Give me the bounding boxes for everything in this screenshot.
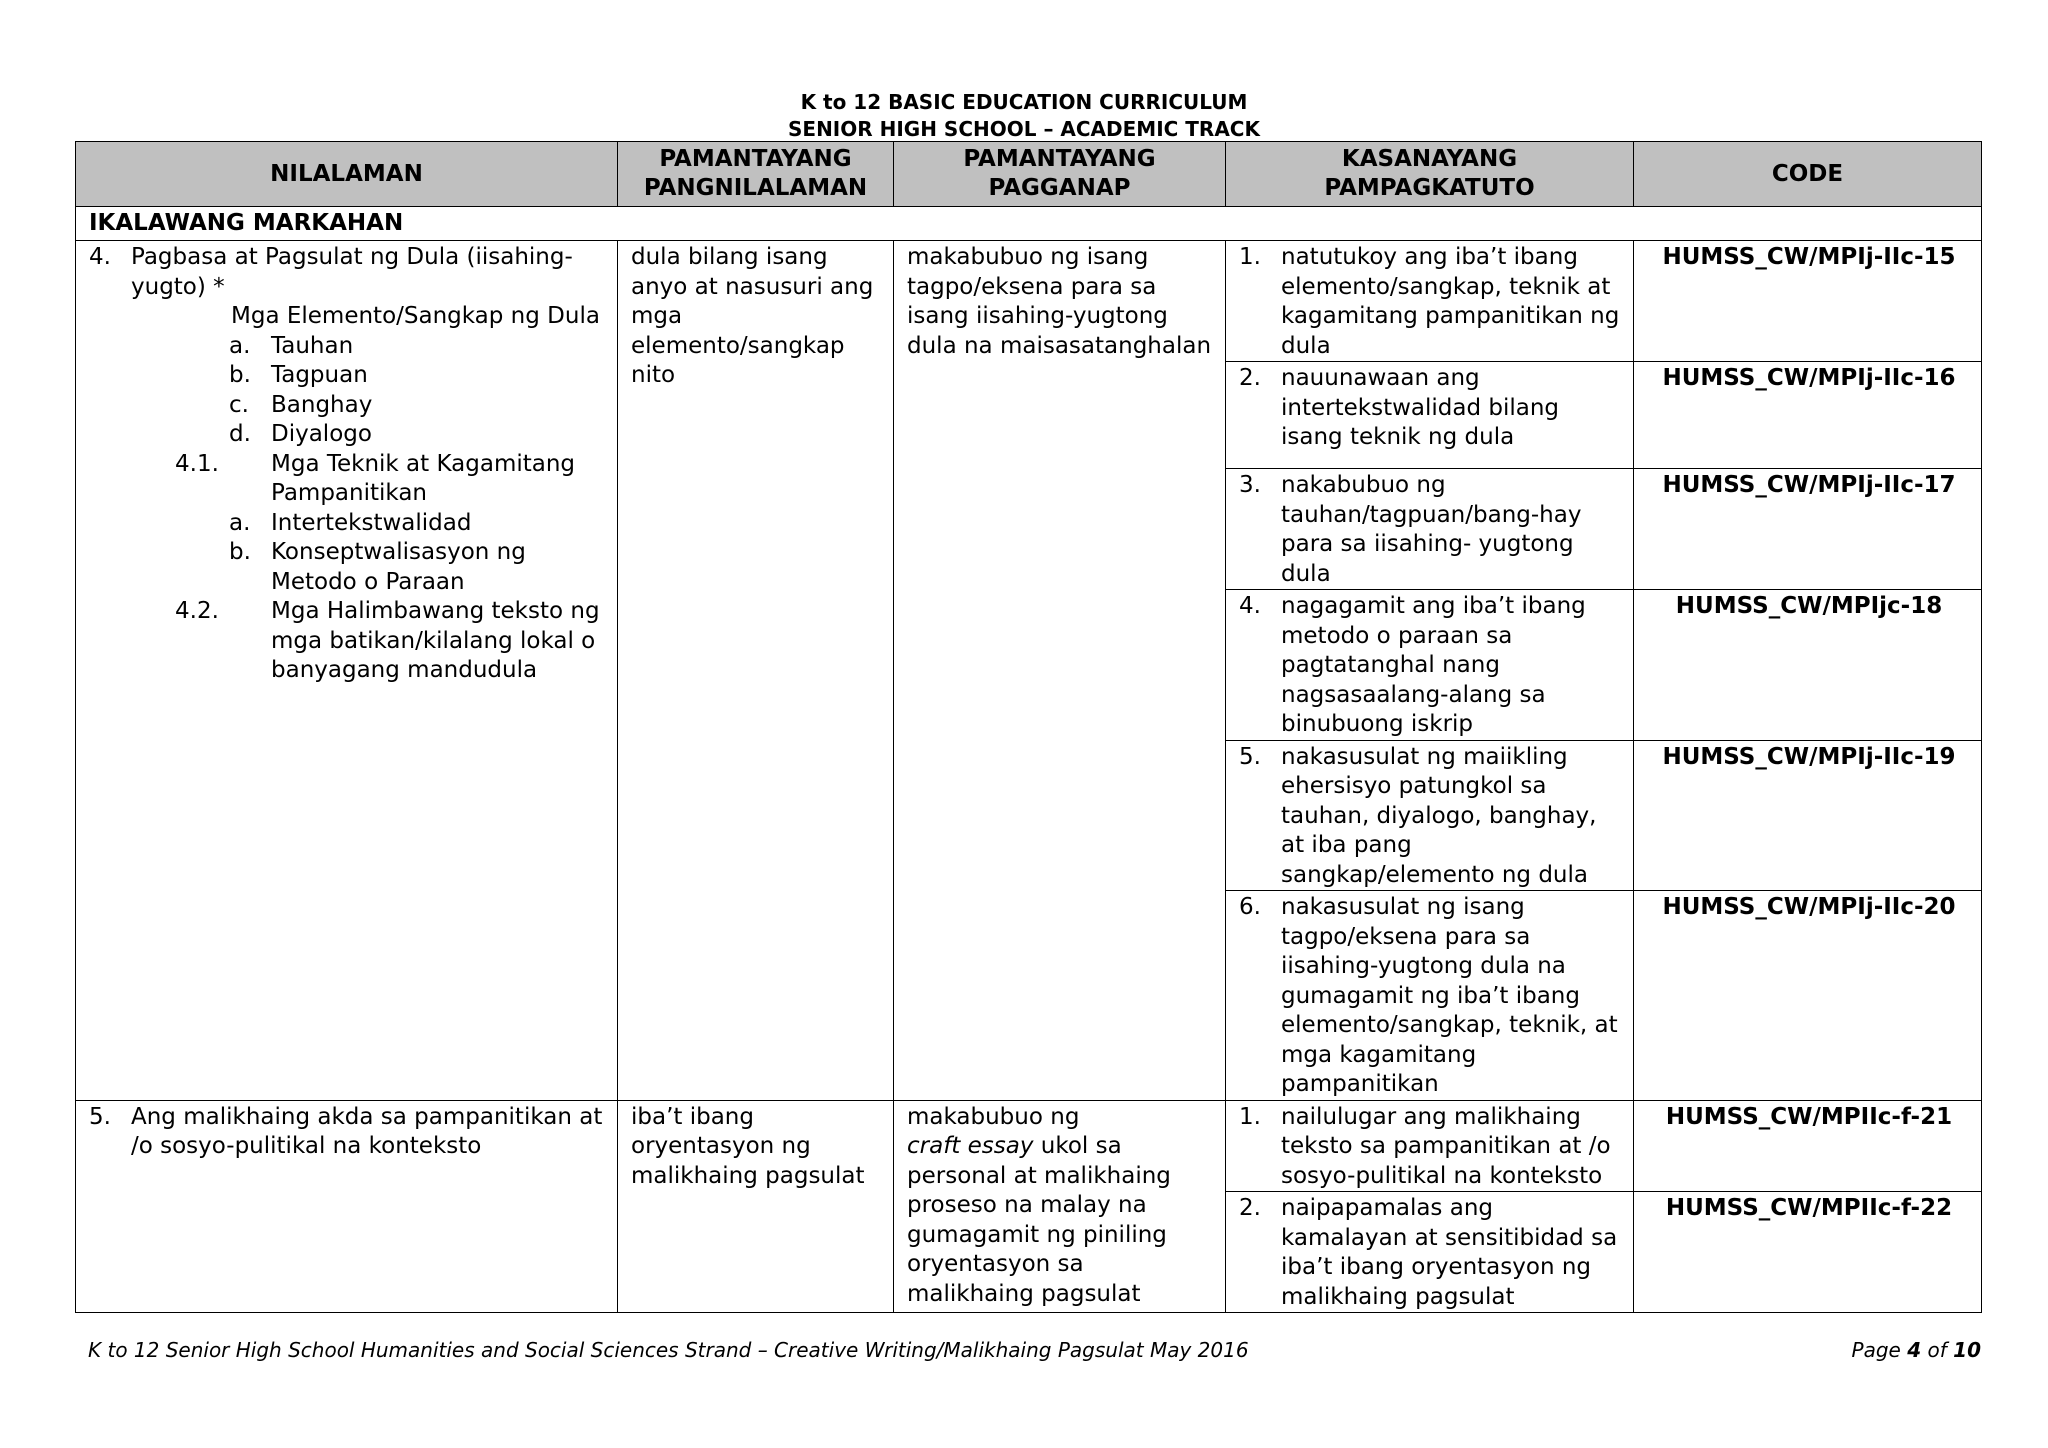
header-pamantayang-pagganap: PAMANTAYANG PAGGANAP [894,142,1226,207]
code-cell: HUMSS_CW/MPIjc-18 [1634,590,1982,741]
pangnilalaman-cell-5: iba’t ibang oryentasyon ng malikhaing pagsulat [618,1100,894,1313]
header-kasanayang-pampagkatuto: KASANAYANG PAMPAGKATUTO [1226,142,1634,207]
table-header-row [76,142,1982,207]
code-cell: HUMSS_CW/MPIj-IIc-15 [1634,241,1982,362]
section-title: Ang malikhaing akda sa pampanitikan at /o sosyo-pulitikal na konteksto [131,1103,603,1159]
pangnilalaman-cell-4: dula bilang isang anyo at nasusuri ang mga elemento/sangkap nito [618,241,894,1101]
list-item: a. Intertekstwalidad [229,509,472,536]
list-item: a. Tauhan [229,332,354,359]
code-cell: HUMSS_CW/MPIIc-f-22 [1634,1192,1982,1313]
pagganap-cell-4: makabubuo ng isang tagpo/eksena para sa isang iisahing-yugtong dula na maisasatanghalan [894,241,1226,1101]
table-row [76,1100,1982,1192]
pagganap-cell-5: makabubuo ng craft essay ukol sa personal at malikhaing proseso na malay na gumagamit ng piniling oryentasyon sa malikhaing pagsulat [894,1100,1226,1313]
list-item: c. Banghay [229,391,373,418]
competency-cell: 6. nakasusulat ng isang tagpo/eksena para sa iisahing-yugtong dula na gumagamit ng iba’t ibang elemento/sangkap, teknik, at mga kagamitang pampanitikan [1226,891,1634,1101]
header-code: CODE [1634,142,1982,207]
competency-cell: 4. nagagamit ang iba’t ibang metodo o paraan sa pagtatanghal nang nagsasaalang-alang sa binubuong iskrip [1226,590,1634,741]
sub-item: 4.1. Mga Teknik at Kagamitang Pampanitikan [175,450,576,506]
competency-cell: 5. nakasusulat ng maiikling ehersisyo patungkol sa tauhan, diyalogo, banghay, at iba pang sangkap/elemento ng dula [1226,740,1634,891]
quarter-label: IKALAWANG MARKAHAN [76,207,1982,241]
nilalaman-cell-5: 5. Ang malikhaing akda sa pampanitikan at /o sosyo-pulitikal na konteksto [76,1100,618,1313]
table-row [76,241,1982,362]
document-subtitle: SENIOR HIGH SCHOOL – ACADEMIC TRACK [788,117,1260,141]
competency-cell: 3. nakabubuo ng tauhan/tagpuan/bang-hay para sa iisahing- yugtong dula [1226,469,1634,590]
footer-text: K to 12 Senior High School Humanities and Social Sciences Strand – Creative Writing/Malikhaing Pagsulat May 2016 [88,1338,1249,1362]
list-item: b. Konseptwalisasyon ng Metodo o Paraan [229,539,526,595]
code-cell: HUMSS_CW/MPIj-IIc-16 [1634,362,1982,469]
curriculum-table [75,141,1982,1313]
code-cell: HUMSS_CW/MPIj-IIc-17 [1634,469,1982,590]
subhead: Mga Elemento/Sangkap ng Dula [231,303,600,329]
competency-cell: 1. nailulugar ang malikhaing teksto sa pampanitikan at /o sosyo-pulitikal na konteksto [1226,1100,1634,1192]
code-cell: HUMSS_CW/MPIIc-f-21 [1634,1100,1982,1192]
header-pamantayang-pangnilalaman: PAMANTAYANG PANGNILALAMAN [618,142,894,207]
nilalaman-cell-4: 4. Pagbasa at Pagsulat ng Dula (iisahing-yugto) * Mga Elemento/Sangkap ng Dula a. Tauhan b. Tagpuan c. Banghay d. Diyalogo 4.1. Mga Teknik at Kagamitang Pampanitikan a. Intertekstwalidad b. Konseptwalisasyon ng Metodo o Paraan 4.2. Mga Halimbawang teksto ng mga batikan/kilalang lokal o banyagang mandudula [76,241,618,1101]
list-item: d. Diyalogo [229,421,372,447]
page-number: Page 4 of 10 [1851,1338,1981,1362]
code-cell: HUMSS_CW/MPIj-IIc-19 [1634,740,1982,891]
section-title: Pagbasa at Pagsulat ng Dula (iisahing-yugto) * [131,244,573,300]
sub-item: 4.2. Mga Halimbawang teksto ng mga batikan/kilalang lokal o banyagang mandudula [175,598,600,683]
competency-cell: 2. nauunawaan ang intertekstwalidad bilang isang teknik ng dula [1226,362,1634,469]
header-nilalaman: NILALAMAN [76,142,618,207]
code-cell: HUMSS_CW/MPIj-IIc-20 [1634,891,1982,1101]
competency-cell: 1. natutukoy ang iba’t ibang elemento/sangkap, teknik at kagamitang pampanitikan ng dula [1226,241,1634,362]
competency-cell: 2. naipapamalas ang kamalayan at sensitibidad sa iba’t ibang oryentasyon ng malikhaing pagsulat [1226,1192,1634,1313]
list-item: b. Tagpuan [229,362,368,388]
quarter-row [76,207,1982,241]
document-title: K to 12 BASIC EDUCATION CURRICULUM [800,90,1248,114]
craft-essay-term: craft essay [907,1133,1034,1159]
